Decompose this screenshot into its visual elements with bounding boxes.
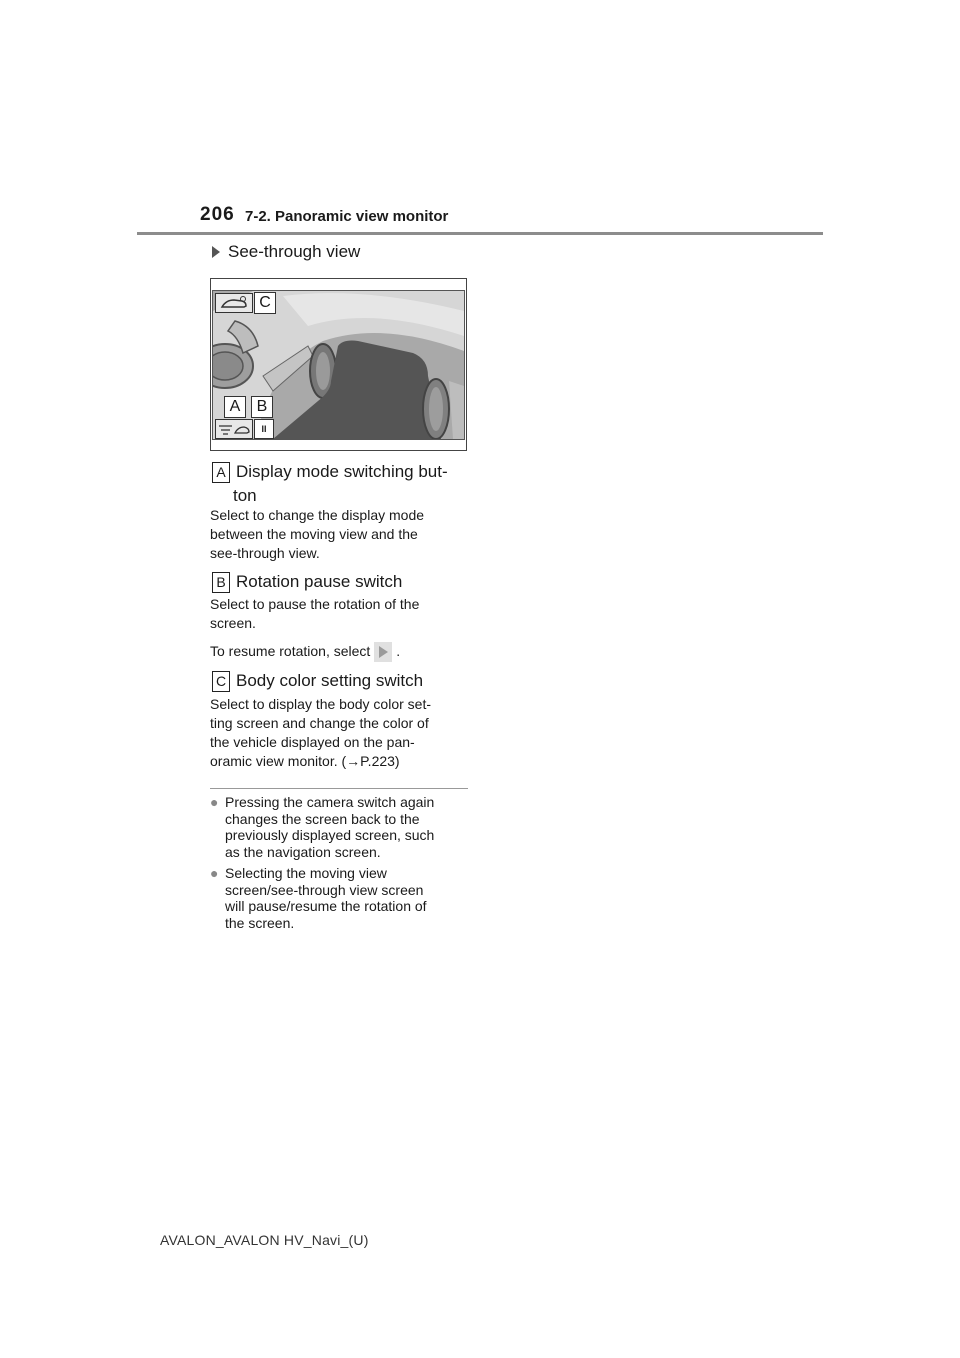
header-rule [137, 232, 823, 235]
play-icon [374, 642, 392, 662]
note-line: the screen. [225, 914, 295, 931]
desc-line: Select to change the display mode [210, 507, 425, 523]
item-c-description [210, 695, 470, 771]
desc-line: between the moving view and the [210, 526, 418, 542]
page-number: 206 [200, 204, 235, 225]
rotation-pause-switch[interactable]: II [254, 419, 274, 439]
bullet-icon: ● [210, 794, 219, 810]
page-reference-link[interactable]: oramic view monitor. (→P.223) [210, 753, 400, 769]
note-line: as the navigation screen. [225, 843, 381, 860]
see-through-view-screen [212, 290, 465, 440]
note-item [210, 794, 472, 860]
note-line: screen/see-through view screen [225, 881, 424, 898]
item-b-badge: B [212, 572, 230, 593]
resume-text: To resume rotation, select [210, 643, 371, 659]
rotation-pause-switch-label: B [251, 396, 273, 418]
resume-instruction [210, 642, 470, 662]
note-line: previously displayed screen, such [225, 827, 435, 843]
desc-line: ting screen and change the color of [210, 715, 429, 731]
note-line: Selecting the moving view [225, 865, 387, 881]
item-b-title [212, 570, 402, 594]
item-c-title [212, 669, 423, 693]
body-color-setting-button[interactable]: C [254, 292, 276, 314]
display-mode-switching-button[interactable]: A [224, 396, 246, 418]
item-b-description [210, 595, 470, 633]
notes-divider [210, 788, 468, 789]
triangle-bullet-icon [212, 246, 220, 258]
note-item [210, 865, 472, 931]
desc-line: Select to pause the rotation of the [210, 596, 420, 612]
item-a-description [210, 506, 470, 563]
note-line: changes the screen back to the [225, 810, 420, 827]
note-line: Pressing the camera switch again [225, 794, 435, 810]
item-a-badge: A [212, 462, 230, 483]
item-a-title-line1: Display mode switching but- [236, 462, 448, 481]
view-heading [212, 242, 360, 262]
resume-period: . [396, 643, 401, 659]
desc-line: screen. [210, 615, 256, 631]
item-a-title [212, 460, 448, 508]
view-heading-text: See-through view [228, 242, 361, 261]
note-line: will pause/resume the rotation of [225, 898, 427, 914]
section-title: 7-2. Panoramic view monitor [245, 208, 449, 225]
item-b-title-line1: Rotation pause switch [236, 572, 403, 591]
desc-line: see-through view. [210, 545, 320, 561]
bullet-icon: ● [210, 865, 219, 881]
footer-model-code: AVALON_AVALON HV_Navi_(U) [160, 1232, 369, 1248]
car-icon-button[interactable] [215, 293, 253, 313]
item-a-title-line2: ton [233, 486, 257, 505]
desc-line: Select to display the body color set- [210, 696, 432, 712]
item-c-badge: C [212, 671, 230, 692]
display-mode-icon-button[interactable] [215, 419, 253, 439]
desc-line: the vehicle displayed on the pan- [210, 734, 415, 750]
car-body-color-icon [216, 294, 252, 312]
mode-switch-icon [216, 420, 252, 438]
item-c-title-line1: Body color setting switch [236, 671, 424, 690]
